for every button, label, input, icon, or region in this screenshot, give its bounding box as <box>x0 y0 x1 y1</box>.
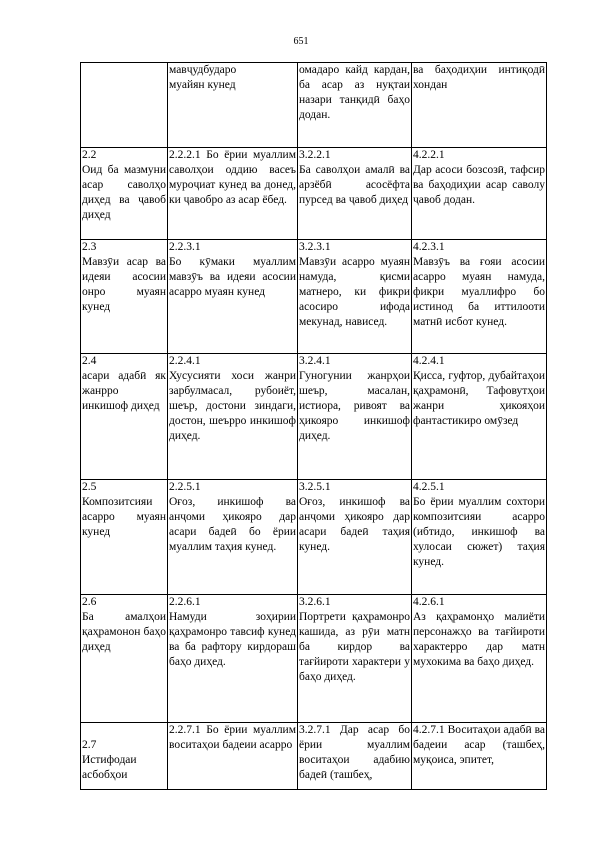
table-cell: 2.2 Оид ба мазмуни асар саволҳо диҳед ва ҷавоб диҳед <box>81 148 168 240</box>
table-cell: 3.2.7.1 Дар асар бо ёрии муаллим воситаҳои адабию бадеӣ (ташбеҳ, <box>298 723 412 790</box>
curriculum-table <box>80 62 547 790</box>
table-cell: 3.2.5.1 Оғоз, инкишоф ва анҷоми ҳикояро дар асари бадеӣ таҳия кунед. <box>298 480 412 595</box>
table-row <box>81 480 547 595</box>
table-cell: 4.2.2.1 Дар асоси бозсозӣ, тафсир ва баҳодиҳии асар саволу ҷавоб додан. <box>412 148 547 240</box>
table-cell: 2.3 Мавзӯи асар ва идеяи асосии онро муаян кунед <box>81 240 168 354</box>
table-cell: 2.4 асари адабӣ як жанрро инкишоф диҳед <box>81 354 168 480</box>
table-cell: 2.7 Истифодаи асбобҳои <box>81 723 168 790</box>
table-row <box>81 595 547 723</box>
table-cell: 4.2.3.1 Мавзӯъ ва ғояи асосии асарро муаян намуда, фикри муаллифро бо истинод ба иттилооти матнӣ исбот кунед. <box>412 240 547 354</box>
page-number: 651 <box>293 36 309 47</box>
table-cell: мавҷудбударо муайян кунед <box>168 63 298 148</box>
table-row <box>81 240 547 354</box>
table-row <box>81 148 547 240</box>
table-cell: 3.2.6.1 Портрети қаҳрамонро кашида, аз рӯи матн ба кирдор ва тағйироти характери у баҳо диҳед. <box>298 595 412 723</box>
table-cell: 4.2.5.1 Бо ёрии муаллим сохтори композитсияи асарро (ибтидо, инкишоф ва хулосаи сюжет) таҳия кунед. <box>412 480 547 595</box>
table-cell: 4.2.4.1 Қисса, гуфтор, дубайтаҳои қаҳрамонӣ, Тафовутҳои жанри ҳикояҳои фантастикиро омӯзед <box>412 354 547 480</box>
table-cell: 2.2.4.1 Хусусияти хоси жанри зарбулмасал, рубоиёт, шеър, достони зиндаги, достон, шеърро инкишоф диҳед. <box>168 354 298 480</box>
table-cell: 3.2.3.1 Мавзӯи асарро муаян намуда, қисми матнеро, ки фикри асосиро ифода мекунад, нависед. <box>298 240 412 354</box>
table-row <box>81 63 547 148</box>
table-cell: 3.2.4.1 Гуногунии жанрҳои шеър, масалан, истиора, ривоят ва ҳикояро инкишоф диҳед. <box>298 354 412 480</box>
table-cell: 4.2.6.1 Аз қаҳрамонҳо малиёти персонажҳо ва тағйироти характерро дар матн мухокима ва баҳо диҳед. <box>412 595 547 723</box>
table-cell <box>81 63 168 148</box>
table-cell: 3.2.2.1 Ба саволҳои амалӣ ва арзёбӣ асосёфта пурсед ва ҷавоб диҳед <box>298 148 412 240</box>
table-cell: 2.5 Композитсияи асарро муаян кунед <box>81 480 168 595</box>
table-cell: 2.2.2.1 Бо ёрии муаллим саволҳои оддию васеъ муроҷиат кунед ва донед, ки ҷавобро аз асар ёбед. <box>168 148 298 240</box>
table-cell: 2.2.5.1 Оғоз, инкишоф ва анҷоми ҳикояро дар асари бадеӣ бо ёрии муаллим таҳия кунед. <box>168 480 298 595</box>
table-cell: 4.2.7.1 Воситаҳои адабӣ ва бадеии асар (ташбеҳ, муқоиса, эпитет, <box>412 723 547 790</box>
table-cell: 2.6 Ба амалҳои қаҳрамонон баҳо диҳед <box>81 595 168 723</box>
table-cell: 2.2.3.1 Бо кӯмаки муаллим мавзӯъ ва идеяи асосии асарро муаян кунед <box>168 240 298 354</box>
table-row <box>81 723 547 790</box>
table-cell: омадаро кайд кардан, ба асар аз нуқтаи назари танқидӣ баҳо додан. <box>298 63 412 148</box>
table-cell: ва баҳодиҳии интиқодӣ хондан <box>412 63 547 148</box>
table-cell: 2.2.6.1 Намуди зоҳирии қаҳрамонро тавсиф кунед ва ба рафтору кирдораш баҳо диҳед. <box>168 595 298 723</box>
table-row <box>81 354 547 480</box>
table-cell: 2.2.7.1 Бо ёрии муаллим воситаҳои бадеии асарро <box>168 723 298 790</box>
